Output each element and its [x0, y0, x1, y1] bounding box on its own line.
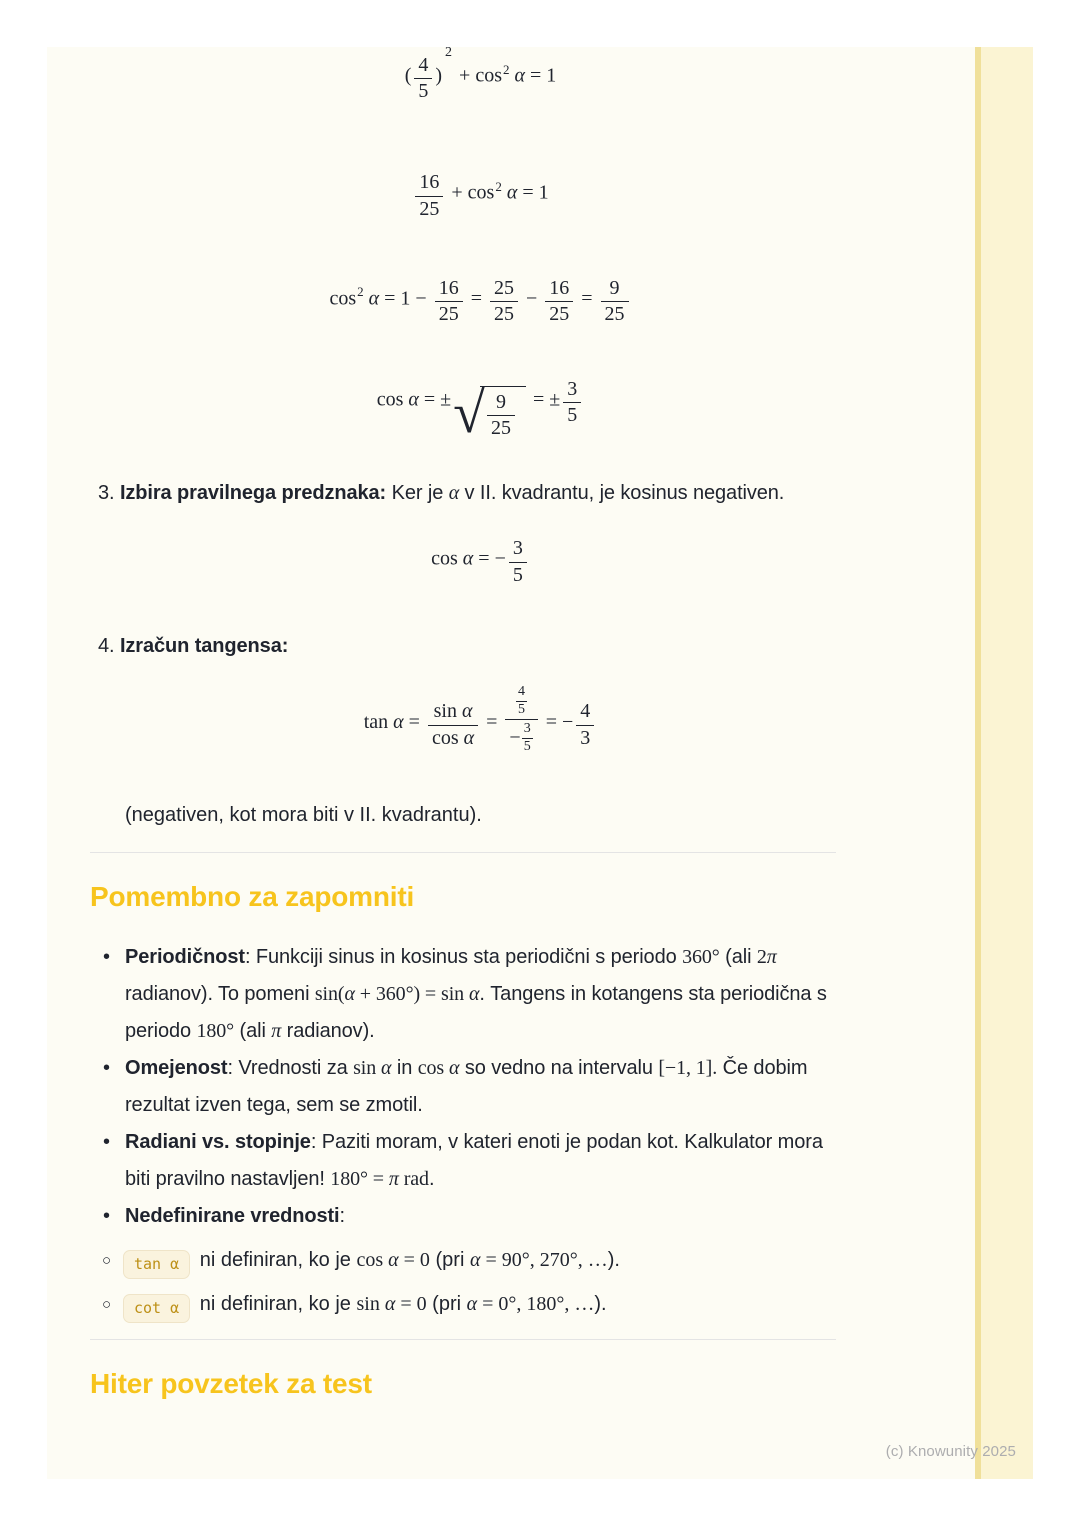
- fraction-denominator: 25: [438, 302, 459, 325]
- text-segment: ).: [594, 1292, 607, 1315]
- text-segment: π: [766, 945, 777, 968]
- text-segment: ni definiran, ko je: [194, 1248, 357, 1271]
- text-segment: α: [388, 1248, 399, 1271]
- fraction-numerator: 16: [415, 172, 443, 196]
- math-fraction: [545, 278, 573, 325]
- math-text: cos: [431, 726, 464, 749]
- math-text: = ±: [528, 388, 561, 411]
- fraction-numerator: 3: [522, 722, 533, 739]
- math-variable: α: [461, 700, 473, 723]
- math-variable: α: [514, 64, 525, 87]
- text-segment: + 360°) = sin: [354, 982, 469, 1005]
- text-segment: ).: [607, 1248, 620, 1271]
- fraction-denominator: 25: [604, 302, 625, 325]
- notes-page: [47, 44, 1033, 1479]
- equation-tangent-result: [125, 685, 836, 755]
- math-fraction: [601, 278, 629, 325]
- math-text: + cos: [454, 64, 502, 87]
- text-segment: ni definiran, ko je: [194, 1292, 357, 1315]
- fraction-numerator: 4: [576, 701, 594, 725]
- math-fraction: [505, 685, 537, 755]
- text-segment: = 90°, 270°, …: [480, 1248, 608, 1271]
- math-superscript: 2: [495, 178, 502, 194]
- text-segment: sin: [356, 1292, 385, 1315]
- math-text: sin: [433, 700, 462, 723]
- math-fraction: [576, 701, 594, 748]
- fraction-denominator: 25: [549, 302, 570, 325]
- math-variable: α: [506, 181, 518, 204]
- text-segment: = 0°, 180°, …: [477, 1292, 595, 1315]
- text-segment: Izbira pravilnega predznaka:: [119, 482, 387, 505]
- fraction-denominator: [428, 726, 478, 749]
- math-variable: α: [408, 388, 419, 411]
- disc-bullet-marker: •: [103, 945, 111, 968]
- math-variable: α: [462, 548, 474, 571]
- text-segment: Omejenost: [125, 1056, 228, 1079]
- step-3-sign-selection: [98, 475, 836, 512]
- text-segment: π: [388, 1167, 399, 1190]
- list-item: [90, 939, 836, 1050]
- math-fraction: [522, 722, 533, 754]
- fraction-denominator: 25: [493, 302, 514, 325]
- text-segment: α: [448, 1056, 460, 1079]
- list-item-text: [125, 1198, 836, 1235]
- equation-16-25-plus-cos: [125, 172, 836, 219]
- disc-bullet-marker: •: [103, 1130, 111, 1153]
- text-segment: (pri: [426, 1292, 467, 1315]
- section-divider: [90, 852, 836, 853]
- sub-list-item: [90, 1242, 836, 1279]
- math-text: = −: [473, 548, 506, 571]
- fraction-denominator: 5: [518, 701, 526, 717]
- important-points-list: [90, 939, 836, 1323]
- equation-cos-negative-three-fifths: [125, 538, 836, 585]
- text-segment: in: [391, 1056, 418, 1079]
- math-text: =: [465, 287, 487, 310]
- text-segment: sin(: [314, 982, 345, 1005]
- fraction-numerator: 16: [435, 278, 463, 302]
- math-variable: α: [368, 287, 380, 310]
- text-segment: α: [384, 1292, 396, 1315]
- text-segment: 2: [756, 945, 767, 968]
- fraction-numerator: 4: [414, 55, 432, 79]
- section-heading-summary: Hiter povzetek za test: [90, 1367, 372, 1399]
- text-segment: : Funkciji sinus in kosinus sta periodični s periodo: [244, 945, 683, 968]
- radicand: [480, 386, 526, 439]
- math-text: =: [481, 711, 503, 734]
- tangent-sign-note: [125, 797, 836, 834]
- text-segment: . Tangens in kotangens sta periodična s periodo: [125, 982, 827, 1042]
- circle-bullet-marker: ○: [102, 1295, 112, 1313]
- math-text: cos: [329, 287, 357, 310]
- text-segment: 180°: [196, 1019, 235, 1042]
- text-segment: (pri: [429, 1248, 470, 1271]
- text-segment: 180° =: [330, 1167, 389, 1190]
- text-segment: so vedno na intervalu: [459, 1056, 659, 1079]
- list-item-group: [90, 1124, 836, 1198]
- fraction-numerator: 16: [545, 278, 573, 302]
- page-content: [90, 44, 836, 1400]
- sub-list: [90, 1242, 836, 1323]
- text-segment: Ker je: [386, 482, 449, 505]
- fraction-denominator: [505, 720, 537, 754]
- step-4-tangent-calculation: [98, 628, 836, 665]
- text-segment: α: [466, 1292, 478, 1315]
- disc-bullet-marker: •: [103, 1204, 111, 1227]
- math-text: −: [520, 287, 543, 310]
- fraction-numerator: 3: [563, 379, 581, 403]
- text-segment: sin: [353, 1056, 382, 1079]
- list-item-group: [90, 1198, 836, 1323]
- sub-list-item: [90, 1286, 836, 1323]
- text-segment: (ali: [234, 1019, 272, 1042]
- math-text: cos: [431, 548, 463, 571]
- text-segment: 3.: [98, 482, 120, 505]
- math-text: = ±: [418, 388, 452, 411]
- text-segment: α: [469, 1248, 481, 1271]
- footer-credit: (c) Knowunity 2025: [885, 1443, 1016, 1460]
- fraction-denominator: 25: [419, 197, 440, 220]
- fraction-numerator: [505, 685, 537, 720]
- math-text: (: [404, 64, 412, 87]
- math-text: ): [435, 64, 443, 87]
- fraction-denominator: 25: [491, 417, 511, 440]
- text-segment: Periodičnost: [125, 945, 245, 968]
- list-item: [90, 1050, 836, 1124]
- fraction-numerator: 9: [487, 392, 515, 416]
- math-square-root: [453, 380, 526, 446]
- text-segment: .: [428, 1167, 435, 1190]
- list-item-text: [125, 939, 836, 1050]
- circle-bullet-marker: ○: [102, 1251, 112, 1269]
- text-segment: α: [448, 482, 460, 505]
- math-text: tan: [363, 711, 394, 734]
- text-segment: cos: [417, 1056, 449, 1079]
- math-fraction: [516, 685, 527, 717]
- text-segment: α: [344, 982, 355, 1005]
- text-segment: π: [271, 1019, 282, 1042]
- math-fraction: [490, 278, 518, 325]
- math-text: cos: [376, 388, 409, 411]
- fraction-denominator: 3: [580, 726, 591, 749]
- text-segment: Radiani vs. stopinje: [125, 1130, 311, 1153]
- text-segment: v II. kvadrantu, je kosinus negativen.: [459, 482, 785, 505]
- math-text: = −: [540, 711, 574, 734]
- math-text: = 1: [525, 64, 557, 87]
- math-text: + cos: [446, 181, 495, 204]
- math-fraction: [509, 538, 527, 585]
- text-segment: Izračun tangensa:: [119, 634, 289, 657]
- text-segment: 4.: [98, 634, 120, 657]
- text-segment: = 0: [398, 1248, 430, 1271]
- text-segment: : Paziti moram, v kateri enoti je podan kot. Kalkulator mora biti pravilno nastavljen!: [125, 1130, 823, 1190]
- text-segment: Če dobim rezultat izven tega, sem se zmotil.: [125, 1056, 808, 1116]
- fraction-denominator: 5: [512, 563, 523, 586]
- section-divider: [90, 1339, 836, 1340]
- math-fraction: [428, 701, 478, 748]
- math-text: =: [403, 711, 425, 734]
- list-item-text: [123, 1242, 836, 1279]
- text-segment: α: [468, 982, 480, 1005]
- math-variable: α: [393, 711, 404, 734]
- text-segment: 360°: [682, 945, 720, 968]
- math-fraction: [415, 172, 443, 219]
- fraction-numerator: 4: [516, 685, 527, 702]
- math-superscript: 2: [503, 61, 510, 77]
- text-segment: :: [339, 1204, 345, 1227]
- fraction-numerator: 9: [601, 278, 629, 302]
- fraction-denominator: 5: [523, 738, 531, 754]
- equation-cos-square-root: [125, 378, 836, 446]
- list-item: [90, 1124, 836, 1198]
- math-variable: α: [463, 726, 475, 749]
- math-text: = 1 −: [379, 287, 432, 310]
- math-text: = 1: [517, 181, 549, 204]
- text-segment: : Vrednosti za: [227, 1056, 354, 1079]
- math-fraction: [563, 379, 581, 426]
- text-segment: [−1, 1].: [658, 1056, 718, 1079]
- text-segment: (negativen, kot mora biti v II. kvadrantu).: [125, 803, 482, 826]
- section-heading-important: Pomembno za zapomniti: [90, 880, 415, 912]
- list-item-text: [123, 1286, 836, 1323]
- radical-sign: √: [453, 380, 485, 446]
- math-fraction: [414, 55, 432, 102]
- text-segment: radianov). To pomeni: [125, 982, 315, 1005]
- inline-code-chip: cot α: [123, 1294, 190, 1323]
- list-item-text: [125, 1124, 836, 1198]
- fraction-numerator: 3: [509, 538, 527, 562]
- text-segment: = 0: [395, 1292, 427, 1315]
- math-superscript: 2: [357, 284, 364, 300]
- disc-bullet-marker: •: [103, 1056, 111, 1079]
- math-text: −: [509, 726, 521, 749]
- fraction-numerator: [428, 701, 478, 725]
- math-fraction: [487, 392, 515, 439]
- math-fraction: [435, 278, 463, 325]
- text-segment: radianov).: [281, 1019, 375, 1042]
- fraction-denominator: 5: [418, 80, 429, 103]
- list-item: [90, 1198, 836, 1235]
- list-item-group: [90, 1050, 836, 1124]
- right-margin-rule: [975, 47, 981, 1479]
- right-margin-stripe: [981, 47, 1033, 1479]
- list-item-group: [90, 939, 836, 1050]
- fraction-numerator: 25: [490, 278, 518, 302]
- text-segment: Nedefinirane vrednosti: [125, 1204, 340, 1227]
- text-segment: cos: [356, 1248, 389, 1271]
- math-text: =: [576, 287, 598, 310]
- equation-sin-squared-substituted: [125, 44, 836, 103]
- equation-cos-squared-result: [125, 278, 836, 325]
- math-superscript: 2: [445, 44, 453, 60]
- fraction-denominator: 5: [567, 404, 578, 427]
- text-segment: α: [381, 1056, 392, 1079]
- text-segment: (ali: [719, 945, 757, 968]
- text-segment: rad: [398, 1167, 429, 1190]
- list-item-text: [125, 1050, 836, 1124]
- inline-code-chip: tan α: [123, 1250, 190, 1279]
